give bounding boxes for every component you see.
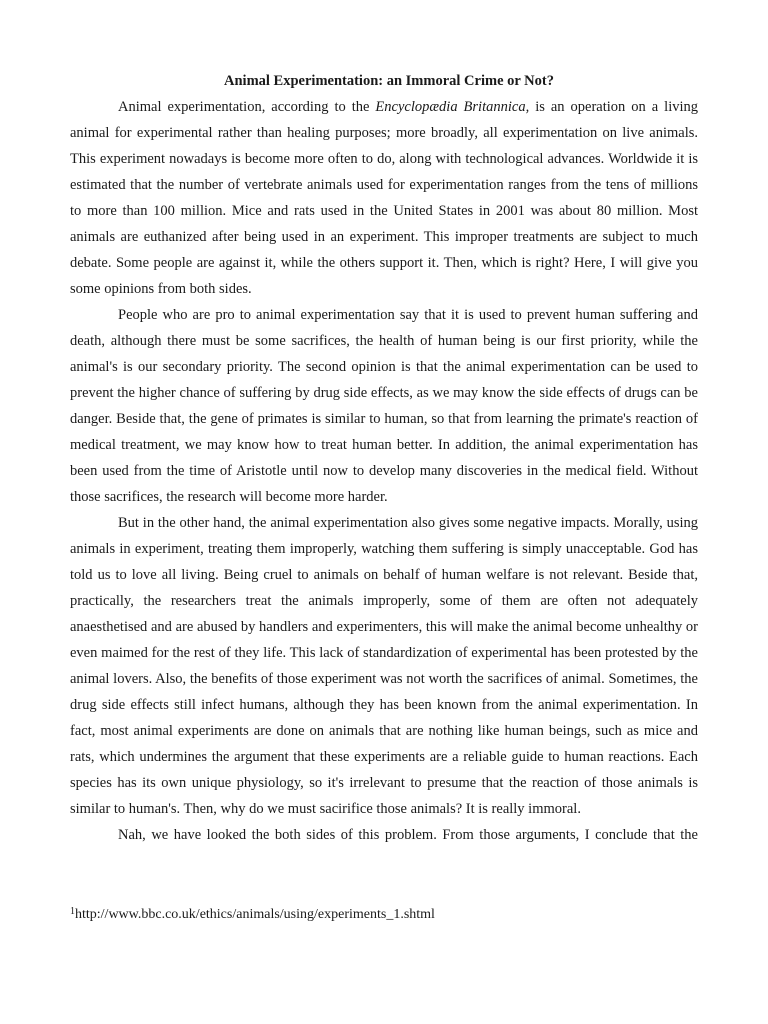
paragraph-intro-start: Animal experimentation, according to the (118, 99, 376, 115)
footnote (70, 902, 435, 925)
footnote-url: http://www.bbc.co.uk/ethics/animals/using/experiments_1.shtml (75, 907, 435, 922)
paragraph-intro-rest: is an operation on a living animal for experimental rather than healing purposes; more broadly, all experimentation on live animals. This experiment nowadays is become more often to do, along with technological advances. Worldwide it is estimated that the number of vertebrate animals used for experimentation ranges from the tens of millions to more than 100 million. Mice and rats used in the United States in 2001 was about 80 million. Most animals are euthanized after being used in an experiment. This improper treatments are subject to much debate. Some people are against it, while the others support it. Then, which is right? Here, I will give you some opinions from both sides. (70, 99, 698, 297)
paragraph-intro (70, 94, 698, 302)
document-body (70, 68, 698, 848)
paragraph-con: But in the other hand, the animal experimentation also gives some negative impacts. Morally, using animals in experiment, treating them improperly, watching them suffering is simply unacceptable. God has told us to love all living. Being cruel to animals on behalf of human welfare is not relevant. Beside that, practically, the researchers treat the animals improperly, some of them are often not adequately anaesthetised and are abused by handlers and experimenters, this will make the animal become unhealthy or even maimed for the rest of they life. This lack of standardization of experimental has been protested by the animal lovers. Also, the benefits of those experiment was not worth the sacrifices of animal. Sometimes, the drug side effects still infect humans, although they has been known from the animal experimentation. In fact, most animal experiments are done on animals that are nothing like human beings, such as mice and rats, which undermines the argument that these experiments are a reliable guide to human reactions. Each species has its own unique physiology, so it's irrelevant to presume that the reaction of those animals is similar to human's. Then, why do we must sacirifice those animals? It is really immoral. (70, 515, 698, 817)
paragraph-pro: People who are pro to animal experimentation say that it is used to prevent human suffering and death, although there must be some sacrifices, the health of human being is our first priority, while the animal's is our secondary priority. The second opinion is that the animal experimentation can be used to prevent the higher chance of suffering by drug side effects, as we may know the side effects of drugs can be danger. Beside that, the gene of primates is similar to human, so that from learning the primate's reaction of medical treatment, we may know how to treat human better. In addition, the animal experimentation has been used from the time of Aristotle until now to develop many discoveries in the medical field. Without those sacrifices, the research will become more harder. (70, 307, 698, 505)
footnote-marker: 1 (70, 906, 75, 917)
encyclopedia-citation: Encyclopædia Britannica, (375, 99, 530, 115)
paragraph-conclusion: Nah, we have looked the both sides of this problem. From those arguments, I conclude that the (118, 827, 698, 843)
document-title: Animal Experimentation: an Immoral Crime or Not? (224, 73, 554, 89)
